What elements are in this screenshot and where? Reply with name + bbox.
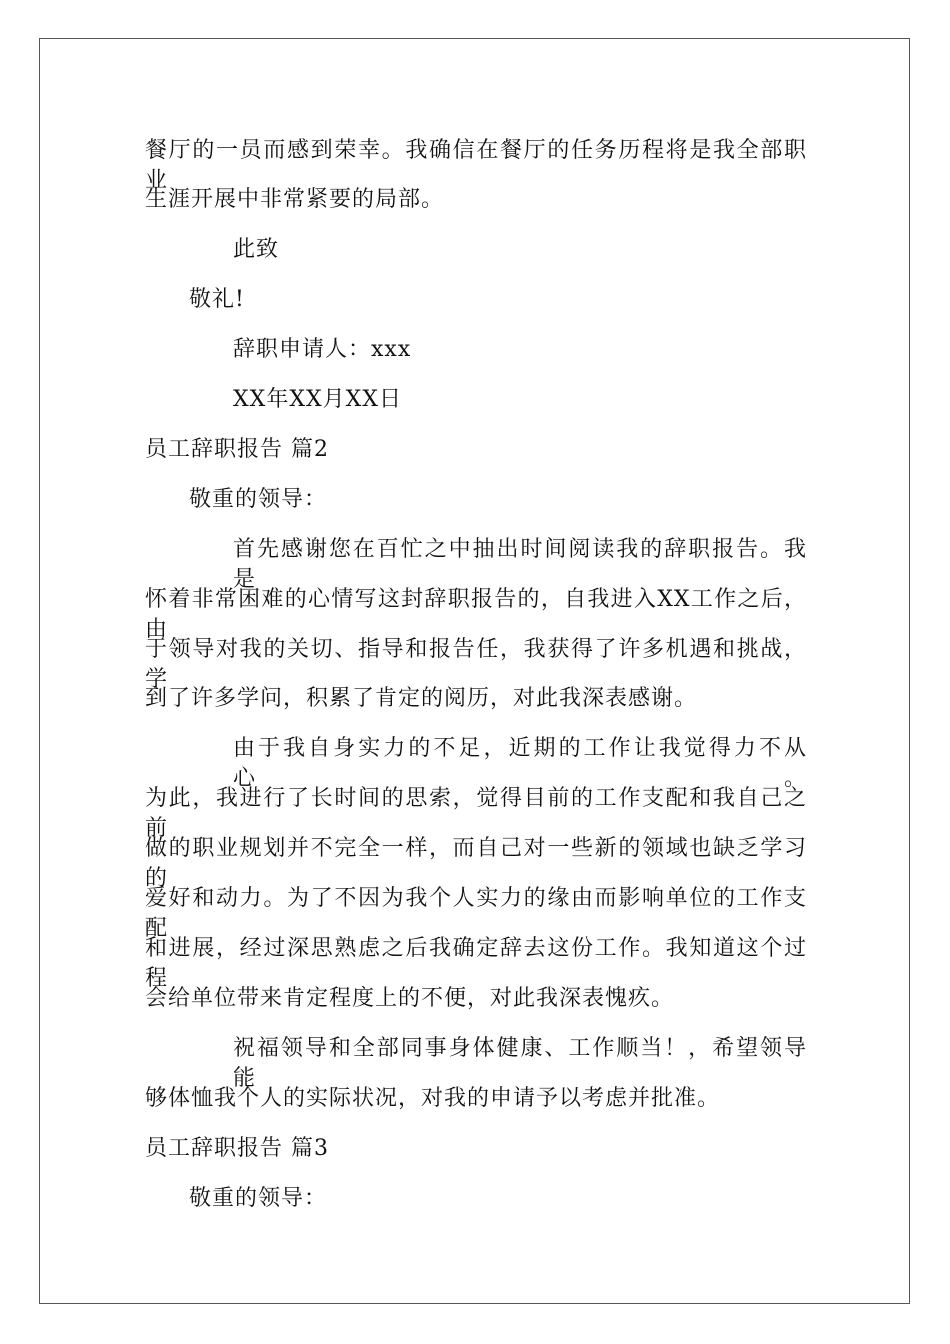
closing-respect: 敬礼! [189,287,245,312]
paragraph-line: 于领导对我的关切、指导和报告任，我获得了许多机遇和挑战，学 [145,637,807,692]
paragraph-line: 够体恤我个人的实际状况，对我的申请予以考虑并批准。 [145,1086,721,1111]
date-line: XX年XX月XX日 [233,387,402,412]
paragraph-line: 由于我自身实力的不足，近期的工作让我觉得力不从心。 [233,736,807,791]
greeting-line: 敬重的领导： [189,1186,328,1211]
paragraph-line: 到了许多学问，积累了肯定的阅历，对此我深表感谢。 [145,686,698,711]
paragraph-line: 会给单位带来肯定程度上的不便，对此我深表愧疚。 [145,986,675,1011]
paragraph-line: 生涯开展中非常紧要的局部。 [145,187,445,212]
paragraph-line: 做的职业规划并不完全一样，而自己对一些新的领域也缺乏学习的 [145,836,807,891]
signature-line: 辞职申请人：xxx [233,337,412,362]
greeting-line: 敬重的领导： [189,487,328,512]
section-heading: 员工辞职报告 篇3 [145,1136,329,1161]
section-heading: 员工辞职报告 篇2 [145,437,329,462]
paragraph-line: 餐厅的一员而感到荣幸。我确信在餐厅的任务历程将是我全部职业 [145,138,807,193]
paragraph-line: 祝福领导和全部同事身体健康、工作顺当！，希望领导能 [233,1036,807,1091]
paragraph-line: 为此，我进行了长时间的思索，觉得目前的工作支配和我自己之前 [145,786,807,841]
closing-salutation: 此致 [233,237,280,262]
paragraph-line: 和进展，经过深思熟虑之后我确定辞去这份工作。我知道这个过程 [145,936,807,991]
paragraph-line: 怀着非常困难的心情写这封辞职报告的，自我进入XX工作之后，由 [145,587,807,642]
paragraph-line: 爱好和动力。为了不因为我个人实力的缘由而影响单位的工作支配 [145,886,807,941]
paragraph-line: 首先感谢您在百忙之中抽出时间阅读我的辞职报告。我是 [233,537,807,592]
